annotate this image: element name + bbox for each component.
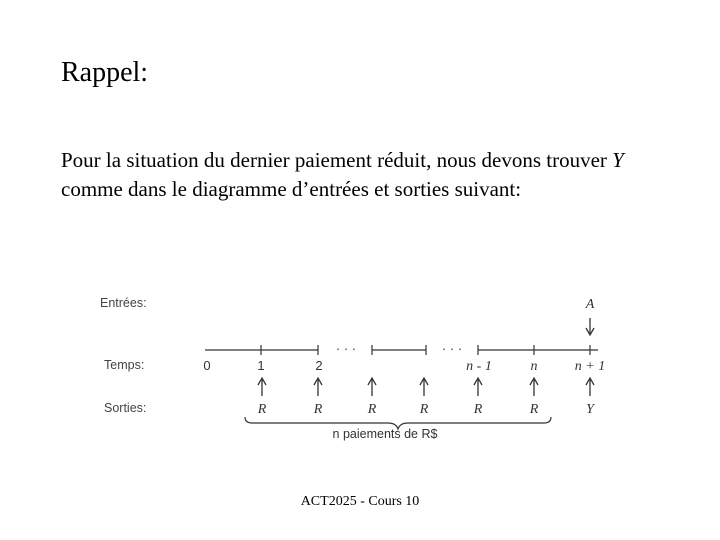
paragraph-text-start: Pour la situation du dernier paiement réduit, nous devons trouver <box>61 148 613 172</box>
inflow-arrow <box>586 318 594 335</box>
time-label-n-plus-1: n + 1 <box>574 359 606 374</box>
time-label-0: 0 <box>203 358 211 373</box>
time-label-n-minus-1: n - 1 <box>466 359 492 374</box>
time-label-1: 1 <box>257 358 265 373</box>
outflow-label-4: R <box>419 402 429 417</box>
row-label-temps: Temps: <box>104 358 145 372</box>
slide-footer: ACT2025 - Cours 10 <box>300 494 420 509</box>
brace-label: n paiements de R$ <box>332 427 438 441</box>
outflow-label-1: R <box>257 402 267 417</box>
time-label-2: 2 <box>315 358 323 373</box>
axis-dots-2: · · · <box>441 341 463 356</box>
time-label-n: n <box>530 359 538 374</box>
outflow-label-3: R <box>367 402 377 417</box>
outflow-label-2: R <box>313 402 323 417</box>
inflow-label: A <box>585 297 595 312</box>
slide-title: Rappel: <box>61 57 149 88</box>
outflow-label-5: R <box>473 402 483 417</box>
outflow-label-final: Y <box>586 402 594 417</box>
axis-dots-1: · · · <box>335 341 357 356</box>
outflow-arrows <box>258 378 594 396</box>
paragraph-variable: Y <box>612 148 624 172</box>
outflow-label-6: R <box>529 402 539 417</box>
row-label-entrees: Entrées: <box>100 296 147 310</box>
paragraph-text-end: comme dans le diagramme d’entrées et sorties suivant: <box>61 177 522 201</box>
row-label-sorties: Sorties: <box>104 401 147 415</box>
